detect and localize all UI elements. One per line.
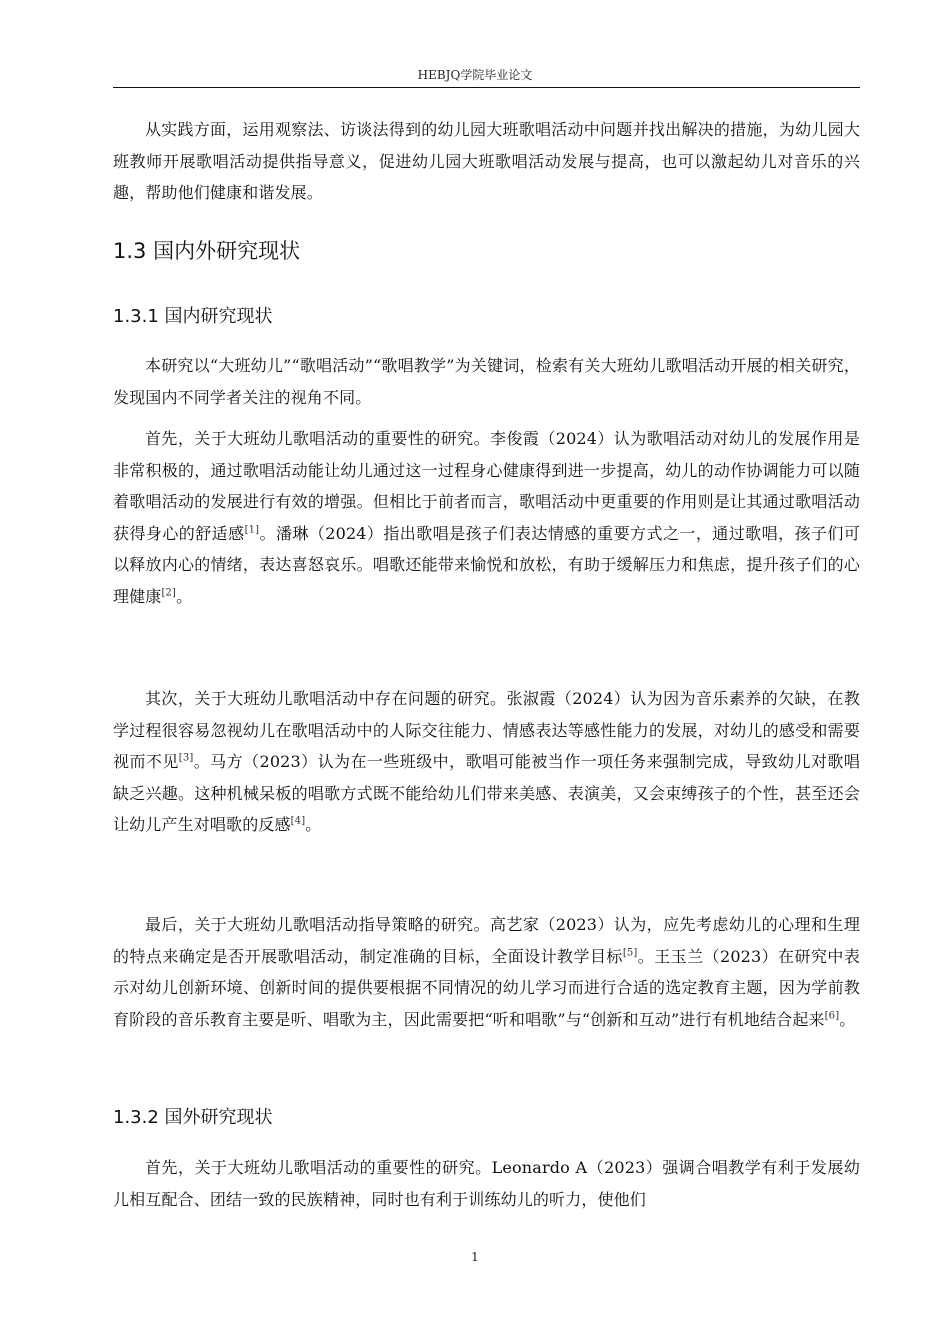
paragraph-text: 。	[839, 1009, 856, 1029]
paragraph-text: 。	[176, 586, 193, 606]
paragraph-text: 其次，关于大班幼儿歌唱活动中存在问题的研究。张淑霞（2024）认为因为音乐素养的欠缺，在教学过程很容易忽视幼儿在歌唱活动中的人际交往能力、情感表达等感性能力的发展，对幼儿的感受和需要视而不见	[113, 689, 860, 771]
paragraph-text: 。王玉兰（2023）在研究中表示对幼儿创新环境、创新时间的提供要根据不同情况的幼儿学习而进行合适的选定教育主题，因为学前教育阶段的音乐教育主要是听、唱歌为主，因此需要把“听和唱歌”与“创新和互动”进行有机地结合起来	[113, 946, 860, 1029]
paragraph-text: 首先，关于大班幼儿歌唱活动的重要性的研究。李俊霞（2024）认为歌唱活动对幼儿的发展作用是非常积极的，通过歌唱活动能让幼儿通过这一过程身心健康得到进一步提高，幼儿的动作协调能力可以随着歌唱活动的发展进行有效的增强。但相比于前者而言，歌唱活动中更重要的作用则是让其通过歌唱活动获得身心的舒适感	[113, 429, 860, 543]
page-number: 1	[471, 1250, 479, 1264]
domestic-paragraph-3	[113, 683, 860, 841]
paragraph-text: 。	[305, 815, 322, 834]
paragraph-text: 。潘琳（2024）指出歌唱是孩子们表达情感的重要方式之一，通过歌唱，孩子们可以释放内心的情绪，表达喜怒哀乐。唱歌还能带来愉悦和放松，有助于缓解压力和焦虑，提升孩子们的心理健康	[113, 523, 861, 606]
citation-ref: [2]	[161, 587, 177, 599]
domestic-paragraph-2	[113, 423, 860, 612]
citation-ref: [1]	[244, 524, 260, 536]
intro-paragraph: 从实践方面，运用观察法、访谈法得到的幼儿园大班歌唱活动中问题并找出解决的措施，为幼儿园大班教师开展歌唱活动提供指导意义，促进幼儿园大班歌唱活动发展与提高，也可以激起幼儿对音乐的兴趣，帮助他们健康和谐发展。	[113, 120, 860, 202]
domestic-paragraph-1: 本研究以“大班幼儿”“歌唱活动”“歌唱教学”为关键词，检索有关大班幼儿歌唱活动开展的相关研究，发现国内不同学者关注的视角不同。	[113, 356, 860, 407]
citation-ref: [5]	[622, 947, 638, 959]
section-heading-1-3: 1.3 国内外研究现状	[113, 239, 301, 263]
subsection-heading-1-3-1: 1.3.1 国内研究现状	[113, 306, 273, 327]
foreign-paragraph-1: 首先，关于大班幼儿歌唱活动的重要性的研究。Leonardo A（2023）强调合唱教学有利于发展幼儿相互配合、团结一致的民族精神，同时也有利于训练幼儿的听力，使他们	[113, 1158, 860, 1209]
citation-ref: [6]	[824, 1010, 840, 1022]
citation-ref: [4]	[290, 815, 306, 827]
domestic-paragraph-4	[113, 909, 860, 1035]
paragraph-text: 最后，关于大班幼儿歌唱活动指导策略的研究。高艺家（2023）认为，应先考虑幼儿的心理和生理的特点来确定是否开展歌唱活动，制定准确的目标，全面设计教学目标	[113, 915, 860, 966]
header-rule	[113, 87, 860, 88]
paragraph-text: 。马方（2023）认为在一些班级中，歌唱可能被当作一项任务来强制完成，导致幼儿对歌唱缺乏兴趣。这种机械呆板的唱歌方式既不能给幼儿们带来美感、表演美，又会束缚孩子的个性，甚至还会让幼儿产生对唱歌的反感	[113, 752, 860, 834]
citation-ref: [3]	[178, 752, 194, 764]
running-header: HEBJQ学院毕业论文	[417, 68, 533, 82]
subsection-heading-1-3-2: 1.3.2 国外研究现状	[113, 1107, 273, 1128]
